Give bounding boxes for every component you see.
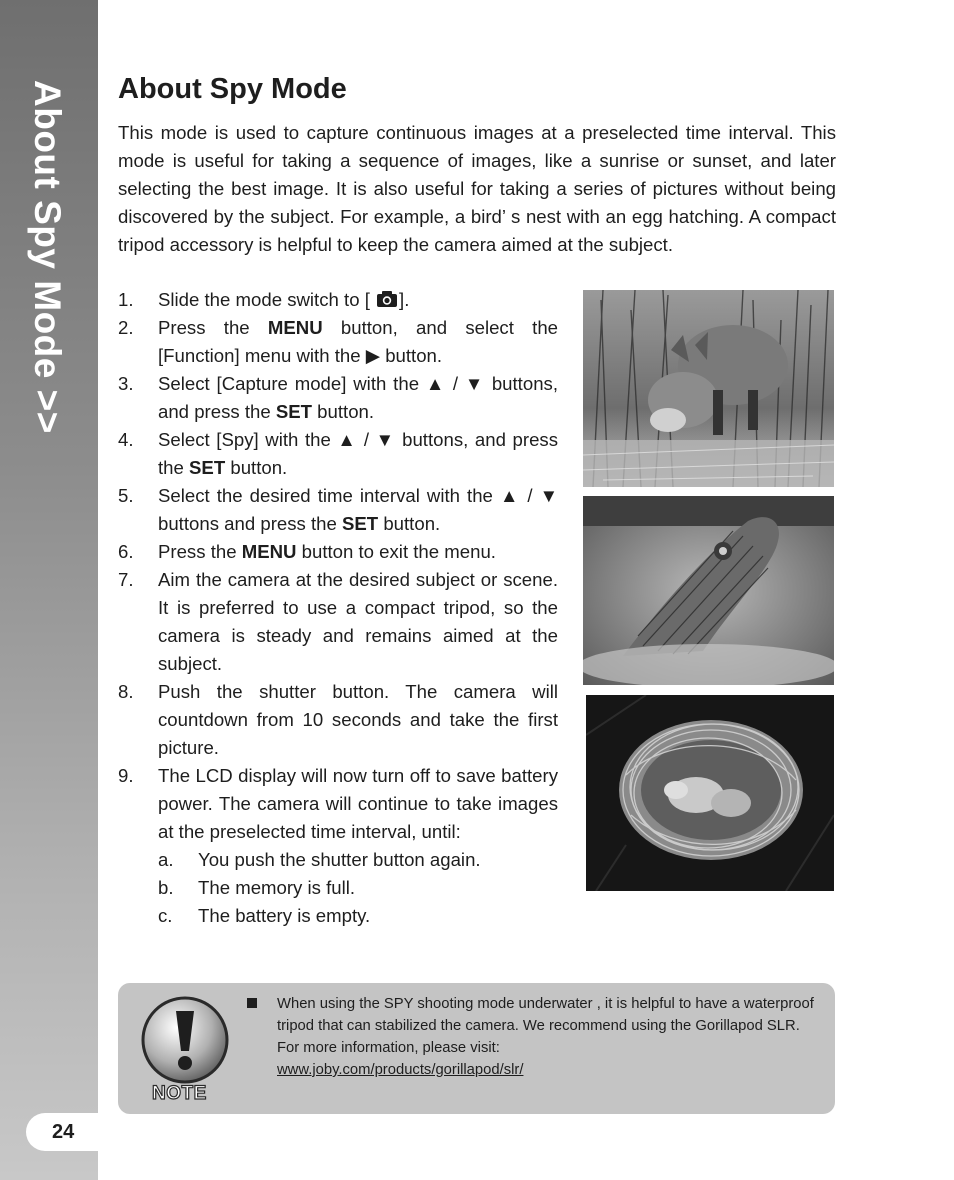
step-number: 5. xyxy=(118,485,134,506)
list-item: a. You push the shutter button again. xyxy=(158,849,481,870)
bullet-icon xyxy=(247,998,257,1008)
step-number: 1. xyxy=(118,289,134,310)
substeps-list xyxy=(158,846,558,930)
camera-icon xyxy=(375,289,399,309)
sidebar-section-title: About Spy Mode >> xyxy=(27,80,68,434)
page-title: About Spy Mode xyxy=(118,73,347,105)
note-text: When using the SPY shooting mode underwater , it is helpful to have a waterproof tripod that can stabilized the camera. We recommend using the Gorillapod SLR. For more information, please visit: www.joby.com/products/gorillapod/slr/ xyxy=(277,996,814,1078)
list-item: 1. Slide the mode switch to [ ]. xyxy=(118,286,558,314)
list-item: 9. The LCD display will now turn off to save battery power. The camera will continue to take images at the preselected time interval, until: a. You push the shutter button again. b. The memory is full. c. The battery is empty. xyxy=(118,762,558,930)
note-label: NOTE xyxy=(152,1083,207,1104)
step-number: 6. xyxy=(118,541,134,562)
exclamation-icon xyxy=(140,995,230,1085)
step-number: 3. xyxy=(118,373,134,394)
eel-photo xyxy=(583,496,834,685)
list-item: 7. Aim the camera at the desired subject or scene. It is preferred to use a compact tripod, so the camera is steady and remains aimed at the subject. xyxy=(118,566,558,678)
step-number: 8. xyxy=(118,681,134,702)
steps-list xyxy=(118,286,558,930)
list-item: b. The memory is full. xyxy=(158,877,356,898)
nest-photo xyxy=(586,695,834,891)
step-number: 7. xyxy=(118,569,134,590)
step-number: 4. xyxy=(118,429,134,450)
step-number: 2. xyxy=(118,317,134,338)
list-item: 8. Push the shutter button. The camera will countdown from 10 seconds and take the first picture. xyxy=(118,678,558,762)
step-number: 9. xyxy=(118,765,134,786)
gorillapod-link[interactable]: www.joby.com/products/gorillapod/slr/ xyxy=(277,1062,524,1078)
list-item: 4. Select [Spy] with the ▲ / ▼ buttons, and press the SET button. xyxy=(118,426,558,482)
list-item: 2. Press the MENU button, and select the [Function] menu with the ▶ button. xyxy=(118,314,558,370)
page-number: 24 xyxy=(52,1121,75,1143)
fox-photo xyxy=(583,290,834,487)
list-item: 5. Select the desired time interval with the ▲ / ▼ buttons and press the SET button. xyxy=(118,482,558,538)
list-item: 3. Select [Capture mode] with the ▲ / ▼ buttons, and press the SET button. xyxy=(118,370,558,426)
list-item: c. The battery is empty. xyxy=(158,905,371,926)
list-item: 6. Press the MENU button to exit the menu. xyxy=(118,538,558,566)
intro-paragraph: This mode is used to capture continuous images at a preselected time interval. This mode is useful for taking a sequence of images, like a sunrise or sunset, and later selecting the best image. It is also useful for taking a series of pictures without being discovered by the subject. For example, a bird’ s nest with an egg hatching. A compact tripod accessory is helpful to keep the camera aimed at the subject. xyxy=(118,122,836,255)
